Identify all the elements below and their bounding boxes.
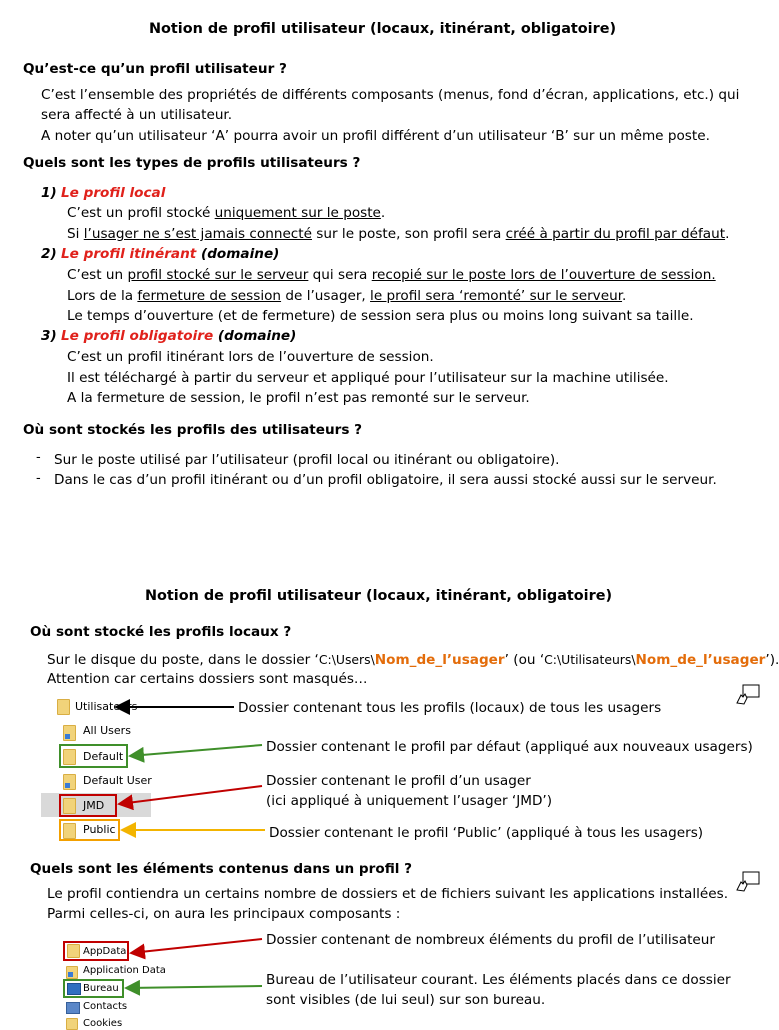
paragraph-line: sera affecté à un utilisateur. xyxy=(41,107,233,123)
type-2-line-2: Lors de la fermeture de session de l’usager, le profil sera ‘remonté’ sur le serveur. xyxy=(67,288,627,304)
folder-description: Dossier contenant tous les profils (locaux) de tous les usagers xyxy=(238,700,662,716)
type-3-heading: 3) Le profil obligatoire (domaine) xyxy=(41,328,297,344)
folder-description: Dossier contenant le profil d’un usager xyxy=(266,773,531,789)
folder-label-jmd[interactable]: JMD xyxy=(83,799,105,812)
type-2-heading: 2) Le profil itinérant (domaine) xyxy=(41,246,280,262)
item-label-bureau[interactable]: Bureau xyxy=(83,983,119,994)
type-3-line-3: A la fermeture de session, le profil n’est pas remonté sur le serveur. xyxy=(67,390,530,406)
bullet-dash: - xyxy=(36,450,41,465)
section-heading-what-is-profile: Qu’est-ce qu’un profil utilisateur ? xyxy=(23,61,287,77)
type-3-line-1: C’est un profil itinérant lors de l’ouverture de session. xyxy=(67,349,434,365)
bullet-dash: - xyxy=(36,471,41,486)
folder-label-default[interactable]: Default xyxy=(83,750,124,763)
item-label-application-data[interactable]: Application Data xyxy=(83,965,166,976)
item-description: sont visibles (de lui seul) sur son bureau. xyxy=(266,992,546,1008)
paragraph-line: Le profil contiendra un certains nombre de dossiers et de fichiers suivant les applications installées. xyxy=(47,886,729,902)
bullet-item: Dans le cas d’un profil itinérant ou d’un profil obligatoire, il sera aussi stocké aussi sur le serveur. xyxy=(54,472,717,488)
arrow-appdata xyxy=(131,939,262,953)
item-label-contacts[interactable]: Contacts xyxy=(83,1001,128,1012)
bullet-item: Sur le poste utilisé par l’utilisateur (profil local ou itinérant ou obligatoire). xyxy=(54,452,560,468)
paragraph-line: Sur le disque du poste, dans le dossier ‘C:\Users\Nom_de_l’usager’ (ou ‘C:\Utilisateurs\Nom_de_l’usager’). xyxy=(47,652,779,668)
paragraph-line: C’est l’ensemble des propriétés de différents composants (menus, fond d’écran, applications, etc.) qui xyxy=(41,87,740,103)
section-heading-profile-contents: Quels sont les éléments contenus dans un profil ? xyxy=(30,861,413,877)
paragraph-line: A noter qu’un utilisateur ‘A’ pourra avoir un profil différent d’un utilisateur ‘B’ sur un même poste. xyxy=(41,128,710,144)
type-name: Le profil local xyxy=(61,185,166,201)
arrow-default xyxy=(130,745,262,756)
paragraph-line: Parmi celles-ci, on aura les principaux composants : xyxy=(47,906,401,922)
item-label-cookies[interactable]: Cookies xyxy=(83,1018,123,1029)
folder-description: Dossier contenant le profil par défaut (appliqué aux nouveaux usagers) xyxy=(266,739,753,755)
section-heading-where-stored: Où sont stockés les profils des utilisateurs ? xyxy=(23,422,363,438)
type-2-line-1: C’est un profil stocké sur le serveur qui sera recopié sur le poste lors de l’ouverture de session. xyxy=(67,267,716,283)
folder-description: Dossier contenant le profil ‘Public’ (appliqué à tous les usagers) xyxy=(269,825,704,841)
folder-description: (ici appliqué à uniquement l’usager ‘JMD’) xyxy=(266,793,553,809)
arrow-jmd xyxy=(119,786,262,804)
type-number: 1) xyxy=(41,185,57,201)
page-title: Notion de profil utilisateur (locaux, itinérant, obligatoire) xyxy=(145,588,613,604)
type-1-line-2: Si l’usager ne s’est jamais connecté sur le poste, son profil sera créé à partir du profil par défaut. xyxy=(67,226,730,242)
section-heading-profile-types: Quels sont les types de profils utilisateurs ? xyxy=(23,155,361,171)
item-description: Dossier contenant de nombreux éléments du profil de l’utilisateur xyxy=(266,932,715,948)
type-2-line-3: Le temps d’ouverture (et de fermeture) de session sera plus ou moins long suivant sa taille. xyxy=(67,308,694,324)
folder-label-utilisateurs[interactable]: Utilisateurs xyxy=(75,700,138,713)
arrow-bureau xyxy=(126,986,262,988)
page-title: Notion de profil utilisateur (locaux, itinérant, obligatoire) xyxy=(149,21,617,37)
folder-label-all-users[interactable]: All Users xyxy=(83,724,131,737)
type-3-line-2: Il est téléchargé à partir du serveur et appliqué pour l’utilisateur sur la machine utilisée. xyxy=(67,370,669,386)
item-label-appdata[interactable]: AppData xyxy=(83,946,127,957)
folder-label-public[interactable]: Public xyxy=(83,823,116,836)
section-heading-local-profiles: Où sont stocké les profils locaux ? xyxy=(30,624,292,640)
type-1-line-1: C’est un profil stocké uniquement sur le poste. xyxy=(67,205,386,221)
paragraph-line: Attention car certains dossiers sont masqués… xyxy=(47,671,368,687)
item-description: Bureau de l’utilisateur courant. Les éléments placés dans ce dossier xyxy=(266,972,731,988)
folder-label-default-user[interactable]: Default User xyxy=(83,774,152,787)
